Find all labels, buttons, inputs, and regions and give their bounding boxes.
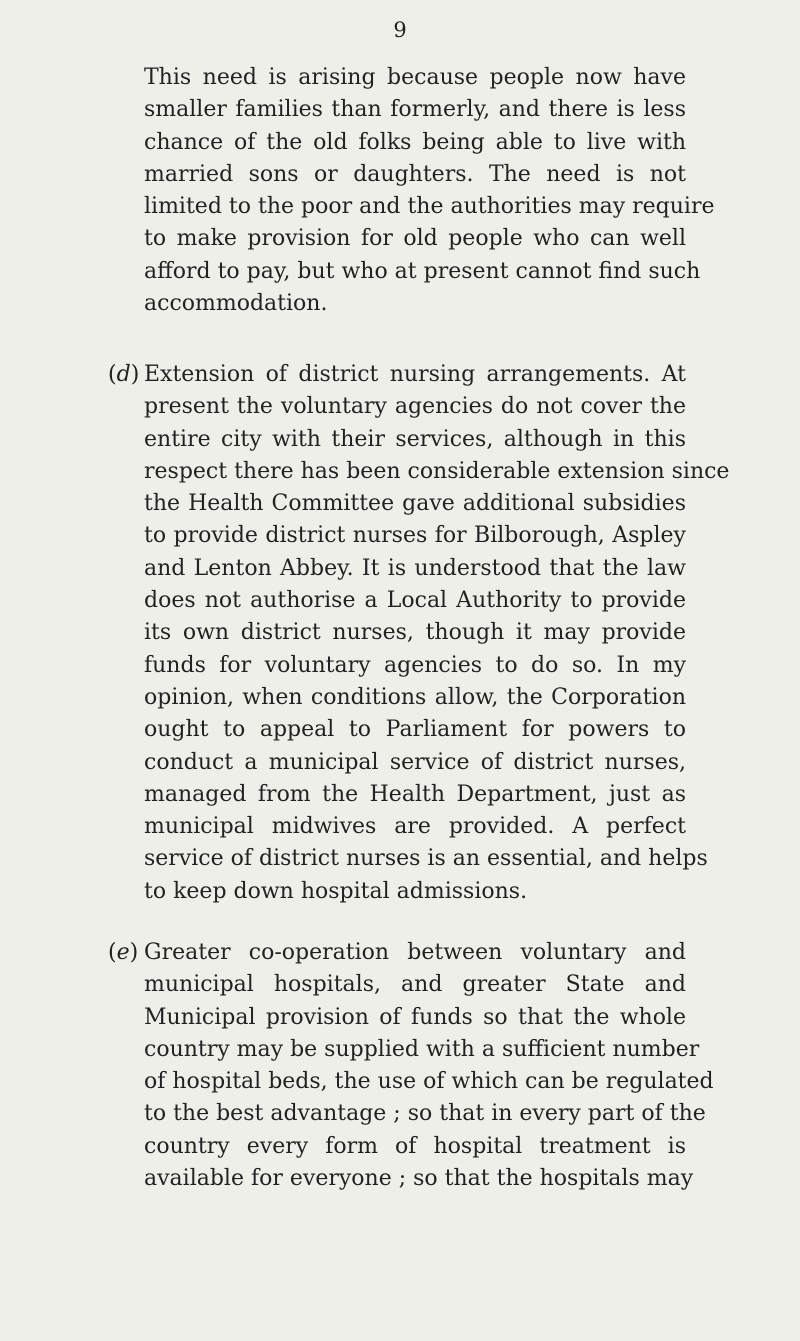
text-line: present the voluntary agencies do not cover the bbox=[144, 394, 686, 420]
continuation-paragraph bbox=[144, 62, 715, 320]
text-line: Municipal provision of funds so that the whole bbox=[144, 1004, 686, 1030]
list-item-d bbox=[108, 359, 730, 908]
text-line: ought to appeal to Parliament for powers to bbox=[144, 717, 686, 743]
text-line: opinion, when conditions allow, the Corporation bbox=[144, 684, 686, 710]
text-line: to make provision for old people who can well bbox=[144, 226, 686, 252]
text-line: managed from the Health Department, just as bbox=[144, 781, 686, 807]
text-line: and Lenton Abbey. It is understood that the law bbox=[144, 555, 686, 581]
text-line: to provide district nurses for Bilborough, Aspley bbox=[144, 523, 686, 549]
text-line: municipal hospitals, and greater State and bbox=[144, 972, 686, 998]
text-line: to keep down hospital admissions. bbox=[144, 878, 528, 904]
text-line: municipal midwives are provided. A perfect bbox=[144, 814, 686, 840]
text-line: available for everyone ; so that the hospitals may bbox=[144, 1166, 694, 1192]
text-line: the Health Committee gave additional subsidies bbox=[144, 491, 686, 517]
text-line: chance of the old folks being able to live with bbox=[144, 129, 686, 155]
text-line: limited to the poor and the authorities may require bbox=[144, 194, 715, 220]
text-line: does not authorise a Local Authority to provide bbox=[144, 588, 686, 614]
text-line: smaller families than formerly, and there is less bbox=[144, 97, 686, 123]
text-line: entire city with their services, although in this bbox=[144, 426, 686, 452]
item-paragraph bbox=[144, 359, 730, 908]
page-number: 9 bbox=[393, 18, 407, 42]
text-line: married sons or daughters. The need is not bbox=[144, 161, 686, 187]
text-line: to the best advantage ; so that in every part of the bbox=[144, 1101, 706, 1127]
text-line: its own district nurses, though it may provide bbox=[144, 620, 686, 646]
list-item-e bbox=[108, 937, 714, 1195]
text-line: country every form of hospital treatment is bbox=[144, 1133, 686, 1159]
text-line: respect there has been considerable extension since bbox=[144, 458, 730, 484]
item-marker: (d) bbox=[108, 362, 140, 387]
text-line: Greater co-operation between voluntary and bbox=[144, 940, 686, 965]
text-line: accommodation. bbox=[144, 291, 328, 317]
text-line: service of district nurses is an essential, and helps bbox=[144, 846, 708, 872]
text-line: country may be supplied with a sufficient number bbox=[144, 1036, 700, 1062]
item-paragraph bbox=[144, 937, 714, 1195]
text-line: of hospital beds, the use of which can be regulated bbox=[144, 1069, 714, 1095]
text-line: funds for voluntary agencies to do so. In my bbox=[144, 652, 686, 678]
text-line: afford to pay, but who at present cannot find such bbox=[144, 258, 701, 284]
item-marker: (e) bbox=[108, 940, 139, 965]
text-line: This need is arising because people now have bbox=[144, 65, 686, 90]
text-line: conduct a municipal service of district nurses, bbox=[144, 749, 686, 775]
text-line: Extension of district nursing arrangements. At bbox=[144, 362, 686, 387]
